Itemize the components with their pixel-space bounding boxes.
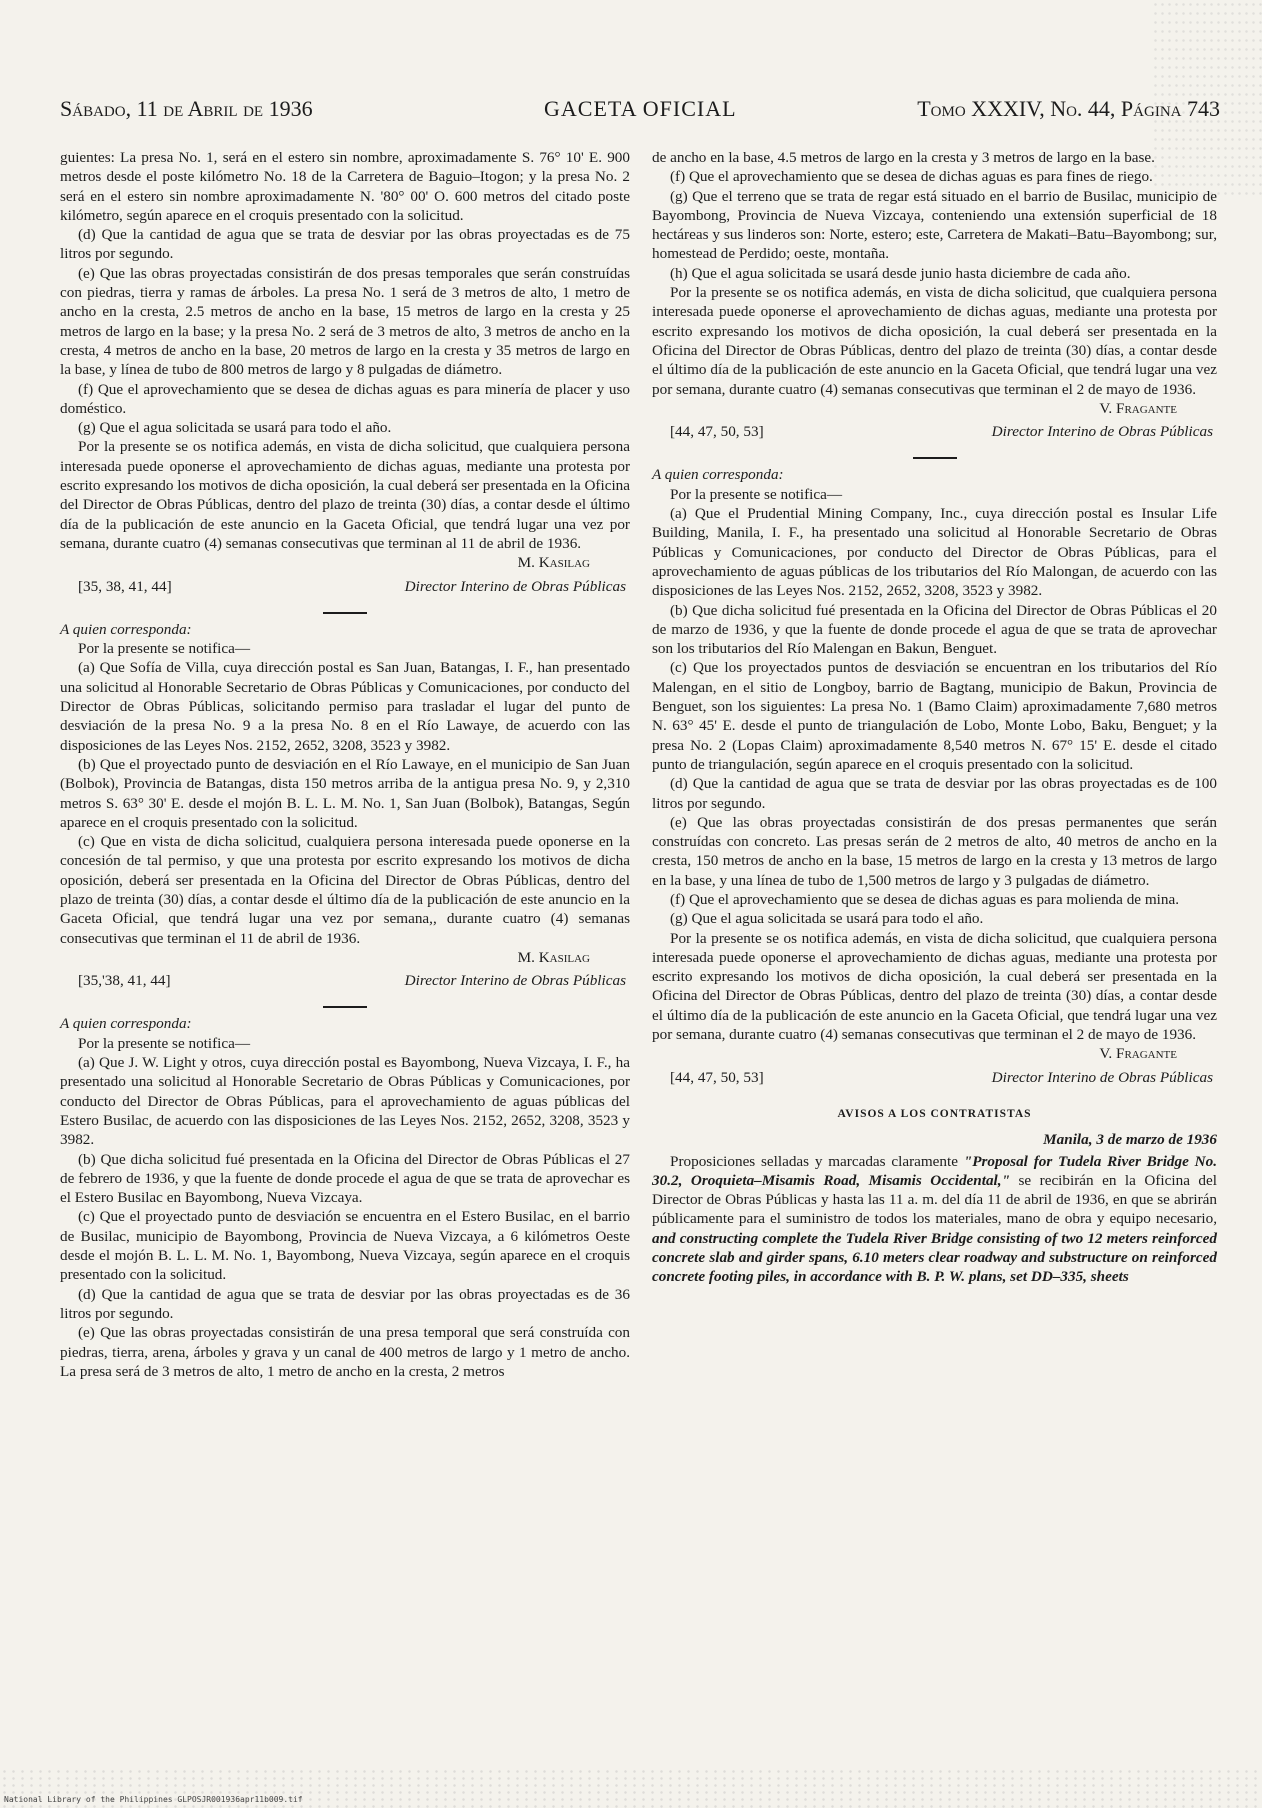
signature-row bbox=[60, 971, 630, 990]
paragraph: Por la presente se os notifica además, en vista de dicha solicitud, que cualquiera persona interesada puede oponerse el aprovechamiento de dichas aguas, mediante una protesta por escrito expresando los motivos de dicha oposición, la cual deberá ser presentada en la Oficina del Director de Obras Públicas, dentro del plazo de treinta (30) días, a contar desde el último día de la publicación de este anuncio en la Gaceta Oficial, que tendrá lugar una vez por semana, durante cuatro (4) semanas consecutivas que terminan al 11 de abril de 1936. bbox=[60, 438, 630, 552]
signature-block bbox=[60, 553, 630, 572]
signatory-title: Director Interino de Obras Públicas bbox=[404, 972, 626, 990]
header-volume-page: Tomo XXXIV, No. 44, Página 743 bbox=[917, 96, 1220, 121]
paragraph: (d) Que la cantidad de agua que se trata de desviar por las obras proyectadas es de 75 litros por segundo. bbox=[60, 226, 630, 263]
signatory-title: Director Interino de Obras Públicas bbox=[404, 577, 626, 595]
issue-refs: [35,'38, 41, 44] bbox=[78, 972, 171, 990]
paragraph: (e) Que las obras proyectadas consistirán de dos presas temporales que serán construídas con piedras, tierra y ramas de árboles. La presa No. 1 será de 3 metros de alto, 1 metro de ancho en la cresta, 2.5 metros de ancho en la base, 15 metros de largo en la cresta y 25 metros de largo en la base; y la presa No. 2 será de 3 metros de alto, 3 metros de ancho en la cresta, 4 metros de ancho en la base, 20 metros de largo en la cresta y 35 metros de largo en la base, y línea de tubo de 800 metros de largo y 8 pulgadas de diámetro. bbox=[60, 264, 630, 379]
paragraph: Por la presente se os notifica además, en vista de dicha solicitud, que cualquiera persona interesada puede oponerse el aprovechamiento de dichas aguas, mediante una protesta por escrito expresando los motivos de dicha oposición, la cual deberá ser presentada en la Oficina del Director de Obras Públicas, dentro del plazo de treinta (30) días, a contar desde el último día de la publicación de este anuncio en la Gaceta Oficial, que tendrá lugar una vez por semana, durante cuatro (4) semanas consecutivas que terminan el 2 de mayo de 1936. bbox=[652, 284, 1217, 398]
divider bbox=[913, 457, 957, 459]
paragraph: (c) Que los proyectados puntos de desviación se encuentran en los tributarios del Río Malengan, en el sitio de Longboy, barrio de Bagtang, municipio de Bakun, Provincia de Benguet, son los siguientes: La presa No. 1 (Bamo Claim) aproximadamente 7,680 metros N. 63° 45' E. desde el punto de triangulación de Lobo, Monte Lobo, Baku, Benguet; y la presa No. 2 (Lopas Claim) aproximadamente 8,540 metros N. 67° 15' E. desde el citado punto de triangulación, según aparece en el croquis presentado con la solicitud. bbox=[652, 659, 1217, 773]
paragraph: Por la presente se notifica— bbox=[78, 640, 251, 658]
paragraph: (a) Que Sofía de Villa, cuya dirección postal es San Juan, Batangas, I. F., han presentado una solicitud al Honorable Secretario de Obras Públicas y Comunicaciones, por conducto del Director de Obras Públicas, solicitando permiso para trasladar el lugar del punto de desviación de la presa No. 9 a la presa No. 8 en el Río Lawaye, de acuerdo con las disposiciones de las Leyes Nos. 2152, 2652, 3208, 3523 y 3982. bbox=[60, 659, 630, 754]
bid-notice bbox=[652, 1152, 1217, 1287]
signatory-name: V. Fragante bbox=[1099, 1045, 1177, 1063]
header-date: Sábado, 11 de Abril de 1936 bbox=[60, 96, 313, 121]
paragraph: (d) Que la cantidad de agua que se trata de desviar por las obras proyectadas es de 36 litros por segundo. bbox=[60, 1285, 630, 1322]
bid-title: "Proposal for Tudela River Bridge No. 30.2, Oroquieta–Misamis Road, Misamis Occidental," bbox=[652, 1152, 1217, 1189]
bid-lead: Proposiciones selladas y marcadas claramente bbox=[670, 1152, 958, 1170]
paragraph: (f) Que el aprovechamiento que se desea de dichas aguas es para minería de placer y uso doméstico. bbox=[60, 380, 630, 417]
page-header bbox=[60, 96, 1220, 126]
scan-footer: National Library of the Philippines GLPOSJR001936apr11b009.tif bbox=[4, 1795, 303, 1804]
paragraph: (b) Que dicha solicitud fué presentada en la Oficina del Director de Obras Públicas el 20 de marzo de 1936, y que la fuente de donde procede el agua de que se trata de aprovechar son los tributarios del Río Malengan en Bakun, Benguet. bbox=[652, 601, 1217, 658]
paragraph: (g) Que el agua solicitada se usará para todo el año. bbox=[670, 910, 984, 928]
paragraph: (f) Que el aprovechamiento que se desea de dichas aguas es para molienda de mina. bbox=[670, 890, 1179, 908]
bid-scope: and constructing complete the Tudela River Bridge consisting of two 12 meters reinforced concrete slab and girder spans, 6.10 meters clear roadway and substructure on reinforced concrete footing piles, in accordance with B. P. W. plans, set DD–335, sheets bbox=[652, 1229, 1217, 1286]
signatory-name: M. Kasilag bbox=[517, 948, 590, 966]
paragraph: (e) Que las obras proyectadas consistirán de dos presas permanentes que serán construídas con concreto. Las presas serán de 2 metros de alto, 40 metros de ancho en la cresta, 150 metros de ancho en la base, 15 metros de largo en la cresta y 13 metros de largo en la base, y una línea de tubo de 1,500 metros de largo y 3 pulgadas de diámetro. bbox=[652, 813, 1217, 889]
bid-body: se recibirán en la Oficina del Director de Obras Públicas y hasta las 11 a. m. del día 11 de abril de 1936, en que se abrirán públicamente para el suministro de todos los materiales, mano de obra y equipo necesario, bbox=[652, 1171, 1217, 1228]
signatory-name: V. Fragante bbox=[1099, 399, 1177, 417]
paragraph: (c) Que en vista de dicha solicitud, cualquiera persona interesada puede oponerse en la concesión de tal permiso, y que una protesta por escrito expresando los motivos de dicha oposición, deberá ser presentada en la Oficina del Director de Obras Públicas, dentro del plazo de treinta (30) días, a contar desde el último día de la publicación de este anuncio en la Gaceta Oficial, que tendrá lugar una vez por semana,, durante cuatro (4) semanas consecutivas que terminan el 11 de abril de 1936. bbox=[60, 833, 630, 947]
notice-heading: A quien corresponda: bbox=[652, 466, 784, 484]
issue-refs: [44, 47, 50, 53] bbox=[670, 423, 764, 441]
issue-refs: [35, 38, 41, 44] bbox=[78, 577, 172, 595]
paragraph: (h) Que el agua solicitada se usará desde junio hasta diciembre de cada año. bbox=[670, 264, 1131, 282]
divider bbox=[323, 612, 367, 614]
notice-heading: A quien corresponda: bbox=[60, 620, 192, 638]
signature-row bbox=[652, 422, 1217, 441]
paragraph: (b) Que el proyectado punto de desviación en el Río Lawaye, en el municipio de San Juan (Bolbok), Provincia de Batangas, dista 150 metros arriba de la antigua presa No. 9, y 2,310 metros S. 63° 30' E. desde el mojón B. L. L. M. No. 1, San Juan (Bolbok), Batangas, Según aparece en el croquis presentado con la solicitud. bbox=[60, 755, 630, 831]
signature-row bbox=[60, 577, 630, 596]
header-publication: GACETA OFICIAL bbox=[544, 96, 737, 121]
paragraph: (d) Que la cantidad de agua que se trata de desviar por las obras proyectadas es de 100 litros por segundo. bbox=[652, 775, 1217, 812]
signatory-name: M. Kasilag bbox=[517, 554, 590, 572]
signatory-title: Director Interino de Obras Públicas bbox=[991, 423, 1213, 441]
left-column bbox=[60, 148, 630, 1381]
paragraph: Por la presente se os notifica además, en vista de dicha solicitud, que cualquiera persona interesada puede oponerse el aprovechamiento de dichas aguas, mediante una protesta por escrito expresando los motivos de dicha oposición, la cual deberá ser presentada en la Oficina del Director de Obras Públicas, dentro del plazo de treinta (30) días, a contar desde el último día de la publicación de este anuncio en la Gaceta Oficial, que tendrá lugar una vez por semana, durante cuatro (4) semanas consecutivas que terminan el 2 de mayo de 1936. bbox=[652, 929, 1217, 1044]
paragraph: (c) Que el proyectado punto de desviación se encuentra en el Estero Busilac, en el barrio de Busilac, municipio de Bayombong, Provincia de Nueva Vizcaya, a 6 kilómetros Oeste desde el mojón B. L. L. M. No. 1, Bayombong, Nueva Vizcaya, según aparece en el croquis presentado con la solicitud. bbox=[60, 1208, 630, 1284]
paragraph: (b) Que dicha solicitud fué presentada en la Oficina del Director de Obras Públicas el 27 de febrero de 1936, y que la fuente de donde procede el agua de que se trata de aprovechar es el Estero Busilac en Bayombong, Nueva Vizcaya. bbox=[60, 1150, 630, 1207]
issue-refs: [44, 47, 50, 53] bbox=[670, 1068, 764, 1086]
paragraph: (f) Que el aprovechamiento que se desea de dichas aguas es para fines de riego. bbox=[670, 168, 1153, 186]
paragraph: (a) Que el Prudential Mining Company, Inc., cuya dirección postal es Insular Life Building, Manila, I. F., ha presentado una solicitud al Honorable Secretario de Obras Públicas y Comunicaciones, por conducto del Director de Obras Públicas, para el aprovechamiento de aguas públicas de los tributarios del Río Malongan, de acuerdo con las disposiciones de las Leyes Nos. 2152, 2652, 3208, 3523 y 3982. bbox=[652, 505, 1217, 600]
section-title: AVISOS A LOS CONTRATISTAS bbox=[837, 1107, 1032, 1120]
signatory-title: Director Interino de Obras Públicas bbox=[991, 1068, 1213, 1086]
paragraph: Por la presente se notifica— bbox=[670, 485, 843, 503]
paragraph: guientes: La presa No. 1, será en el estero sin nombre, aproximadamente S. 76° 10' E. 900 metros desde el poste kilómetro No. 18 de la Carretera de Baguio–Itogon; y la presa No. 2 será en el estero sin nombre aproximadamente N. '80° 00' O. 600 metros del citado poste kilómetro, según aparece en el croquis presentado con la solicitud. bbox=[60, 149, 630, 224]
paragraph: de ancho en la base, 4.5 metros de largo en la cresta y 3 metros de largo en la base. bbox=[652, 149, 1155, 166]
dateline: Manila, 3 de marzo de 1936 bbox=[1043, 1131, 1217, 1149]
divider bbox=[323, 1006, 367, 1008]
signature-block bbox=[652, 399, 1217, 418]
signature-block bbox=[652, 1044, 1217, 1063]
paragraph: (g) Que el agua solicitada se usará para todo el año. bbox=[78, 419, 392, 437]
paragraph: (a) Que J. W. Light y otros, cuya dirección postal es Bayombong, Nueva Vizcaya, I. F., ha presentado una solicitud al Honorable Secretario de Obras Públicas y Comunicaciones, por conducto del Director de Obras Públicas, para el aprovechamiento de aguas públicas del Estero Busilac, de acuerdo con las disposiciones de las Leyes Nos. 2152, 2652, 3208, 3523 y 3982. bbox=[60, 1054, 630, 1149]
paragraph: (e) Que las obras proyectadas consistirán de una presa temporal que será construída con piedras, tierra, arena, árboles y grava y un canal de 400 metros de largo y 1 metro de ancho. La presa será de 3 metros de alto, 1 metro de ancho en la cresta, 2 metros bbox=[60, 1324, 630, 1380]
signature-block bbox=[60, 948, 630, 967]
right-column bbox=[652, 148, 1217, 1287]
notice-heading: A quien corresponda: bbox=[60, 1015, 192, 1033]
signature-row bbox=[652, 1068, 1217, 1087]
paragraph: (g) Que el terreno que se trata de regar está situado en el barrio de Busilac, municipio de Bayombong, Provincia de Nueva Vizcaya, conteniendo una extensión superficial de 18 hectáreas y sus linderos son: Norte, estero; este, Carretera de Makati–Batu–Bayombong; sur, homestead de Perdido; oeste, montaña. bbox=[652, 187, 1217, 263]
paragraph: Por la presente se notifica— bbox=[78, 1034, 251, 1052]
